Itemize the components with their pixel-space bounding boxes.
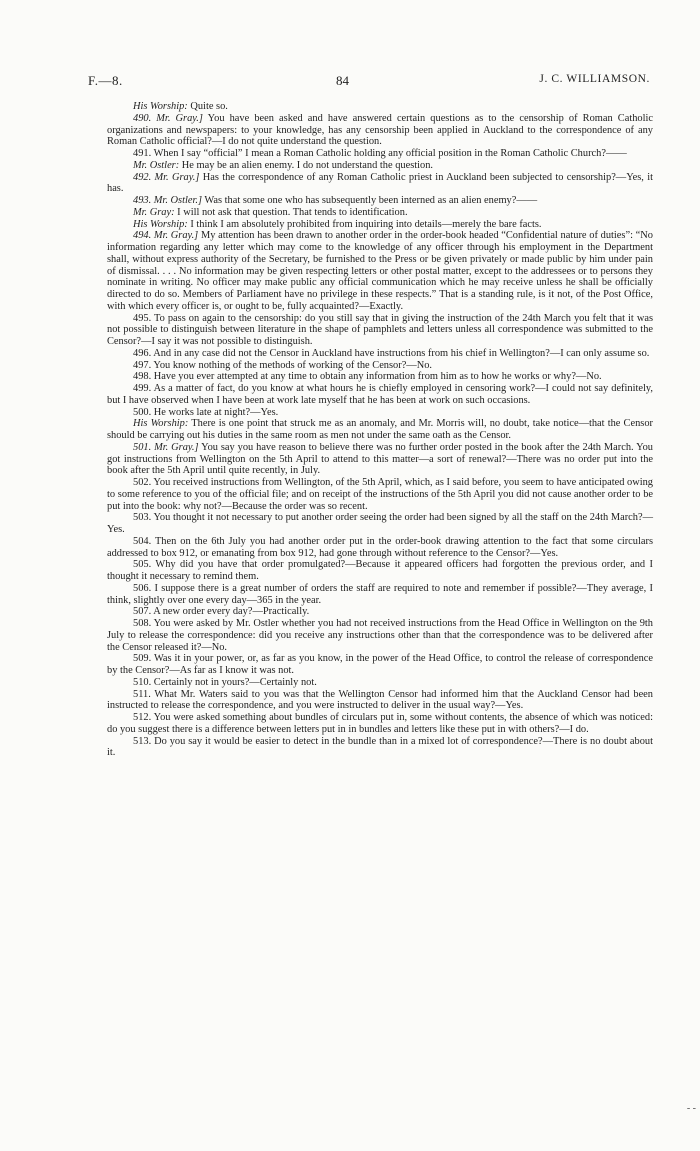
transcript-paragraph (107, 442, 653, 477)
paragraph-text: 499. As a matter of fact, do you know at what hours he is chiefly employed in censoring work?—I could not say definitely, but I have observed when I have been at work late myself that he has been at work on such occasions. (107, 383, 653, 406)
transcript-body (107, 101, 653, 759)
transcript-paragraph (107, 160, 653, 172)
paragraph-text: 509. Was it in your power, or, as far as you know, in the power of the Head Office, to control the release of correspondence by the Censor?—As far as I know it was not. (107, 653, 653, 676)
speaker-label: His Worship: (133, 101, 188, 112)
transcript-paragraph (107, 736, 653, 760)
speaker-label: 494. Mr. Gray.] (133, 230, 199, 242)
paragraph-text: 510. Certainly not in yours?—Certainly not. (133, 676, 317, 688)
paragraph-text: 506. I suppose there is a great number of orders the staff are required to note and remember if possible?—They average, I think, slightly over one every day—365 in the year. (107, 582, 653, 606)
transcript-paragraph (107, 348, 653, 360)
page-header (88, 73, 650, 91)
paragraph-text: My attention has been drawn to another order in the order-book headed “Confidential nature of duties”: “No information regarding any letter which may come to the knowledge of any officer through his employment in the Department shall, without express authority of the Secretary, be furnished to the Press or be given privately or made public by him under pain of dismissal. . . . No information may be given respecting letters or other postal matter, except to the addressees or to persons they nominate in writing. No officer may make public any official communication which he may receive unless he shall be officially directed to do so. Members of Parliament have no privilege in these respects.” That is a standing rule, is it not, of the Post Office, with which every officer is, or ought to be, fully acquainted?—Exactly. (107, 230, 653, 312)
paragraph-text: 505. Why did you have that order promulgated?—Because it appeared officers had forgotten the previous order, and I thought it necessary to remind them. (107, 559, 653, 582)
page-number: 84 (336, 73, 349, 88)
paragraph-text: Was that some one who has subsequently been interned as an alien enemy?—— (202, 195, 538, 206)
speaker-label: 493. Mr. Ostler.] (133, 195, 202, 206)
paragraph-text: 500. He works late at night?—Yes. (133, 406, 279, 418)
transcript-paragraph (107, 712, 653, 736)
transcript-paragraph (107, 689, 653, 713)
document-reference: F.—8. (88, 73, 123, 88)
speaker-label: His Worship: (133, 418, 189, 430)
transcript-paragraph (107, 195, 653, 207)
transcript-paragraph (107, 618, 653, 653)
paragraph-text: 498. Have you ever attempted at any time to obtain any information from him as to how he works or why?—No. (133, 371, 602, 383)
transcript-paragraph (107, 418, 653, 442)
paragraph-text: Quite so. (187, 101, 228, 112)
paragraph-text: You say you have reason to believe there was no further order posted in the book after the 24th March. You got instructions from Wellington on the 5th April to attend to this matter—a sort of renewal?—There was no order put into the book after the 5th April until quite recently, in July. (107, 441, 653, 477)
transcript-paragraph (107, 583, 653, 607)
transcript-paragraph (107, 113, 653, 148)
transcript-paragraph (107, 407, 653, 419)
transcript-paragraph (107, 677, 653, 689)
transcript-paragraph (107, 313, 653, 348)
transcript-paragraph (107, 219, 653, 231)
paragraph-text: 512. You were asked something about bundles of circulars put in, some without contents, the absence of which was noticed: do you suggest there is a difference between letters put in in bundles and letters like these put in with others?—I do. (107, 712, 653, 735)
paragraph-text: 495. To pass on again to the censorship: do you still say that in giving the instruction of the 24th March you felt that it was not possible to distinguish between literature in the shape of pamphlets and letters unless all correspondence was submitted to the Censor?—I say it was not possible to distinguish. (107, 312, 653, 347)
paragraph-text: You have been asked and have answered certain questions as to the censorship of Roman Catholic organizations and newspapers: to your knowledge, has any censorship been applied in Auckland to the correspondence of any Roman Catholic official?—I do not quite understand the question. (107, 112, 653, 148)
transcript-paragraph (107, 230, 653, 312)
speaker-label: 490. Mr. Gray.] (133, 112, 203, 124)
paragraph-text: 504. Then on the 6th July you had another order put in the order-book drawing attention to the fact that some circulars addressed to box 912, or emanating from box 912, had gone through without reference to the Censor?—Yes. (107, 535, 653, 559)
margin-mark: - - (686, 1103, 696, 1114)
transcript-paragraph (107, 512, 653, 536)
paragraph-text: He may be an alien enemy. I do not understand the question. (179, 159, 434, 171)
paragraph-text: 507. A new order every day?—Practically. (133, 606, 310, 618)
paragraph-text: 508. You were asked by Mr. Ostler whether you had not received instructions from the Head Office in Wellington on the 9th July to release the correspondence: did you receive any instructions other than that the correspondence was to be delivered after the Censor released it?—No. (107, 618, 653, 653)
transcript-paragraph (107, 360, 653, 372)
transcript-paragraph (107, 101, 653, 113)
transcript-paragraph (107, 536, 653, 560)
paragraph-text: 497. You know nothing of the methods of working of the Censor?—No. (133, 359, 432, 371)
paragraph-text: 513. Do you say it would be easier to detect in the bundle than in a mixed lot of correspondence?—There is no doubt about it. (107, 735, 653, 759)
paragraph-text: I think I am absolutely prohibited from inquiring into details—merely the bare facts. (187, 218, 542, 230)
paragraph-text: 511. What Mr. Waters said to you was that the Wellington Censor had informed him that the Auckland Censor had been instructed to release the correspondence, and you were instructed to deliver in the usual way?—Yes. (107, 688, 653, 712)
paragraph-text: Has the correspondence of any Roman Catholic priest in Auckland been subjected to censorship?—Yes, it has. (107, 171, 654, 195)
paragraph-text: 502. You received instructions from Wellington, of the 5th April, which, as I said before, you seem to have anticipated owing to some reference to you of the official file; and on receipt of the instructions of the 5th April you did not cause another order to be put into the book: why not?—Because the order was so recent. (107, 477, 653, 512)
speaker-label: Mr. Ostler: (133, 159, 180, 171)
transcript-paragraph (107, 148, 653, 160)
speaker-label: Mr. Gray: (133, 206, 175, 218)
transcript-paragraph (107, 207, 653, 219)
witness-name: J. C. WILLIAMSON. (539, 73, 650, 85)
transcript-paragraph (107, 371, 653, 383)
transcript-paragraph (107, 559, 653, 583)
paragraph-text: There is one point that struck me as an anomaly, and Mr. Morris will, no doubt, take notice—that the Censor should be carrying out his duties in the same room as men not under the same oath as the Censor. (107, 418, 653, 441)
paragraph-text: 491. When I say “official” I mean a Roman Catholic holding any official position in the Roman Catholic Church?—— (133, 148, 627, 159)
transcript-paragraph (107, 172, 653, 196)
speaker-label: 492. Mr. Gray.] (133, 171, 200, 183)
paragraph-text: 496. And in any case did not the Censor in Auckland have instructions from his chief in Wellington?—I can only assume so. (133, 347, 650, 359)
paragraph-text: I will not ask that question. That tends to identification. (174, 206, 408, 218)
transcript-paragraph (107, 383, 653, 407)
transcript-paragraph (107, 653, 653, 677)
paragraph-text: 503. You thought it not necessary to put another order seeing the order had been signed by all the staff on the 24th March?—Yes. (107, 512, 653, 535)
speaker-label: 501. Mr. Gray.] (133, 441, 199, 453)
transcript-paragraph (107, 477, 653, 512)
speaker-label: His Worship: (133, 218, 188, 230)
transcript-paragraph (107, 606, 653, 618)
